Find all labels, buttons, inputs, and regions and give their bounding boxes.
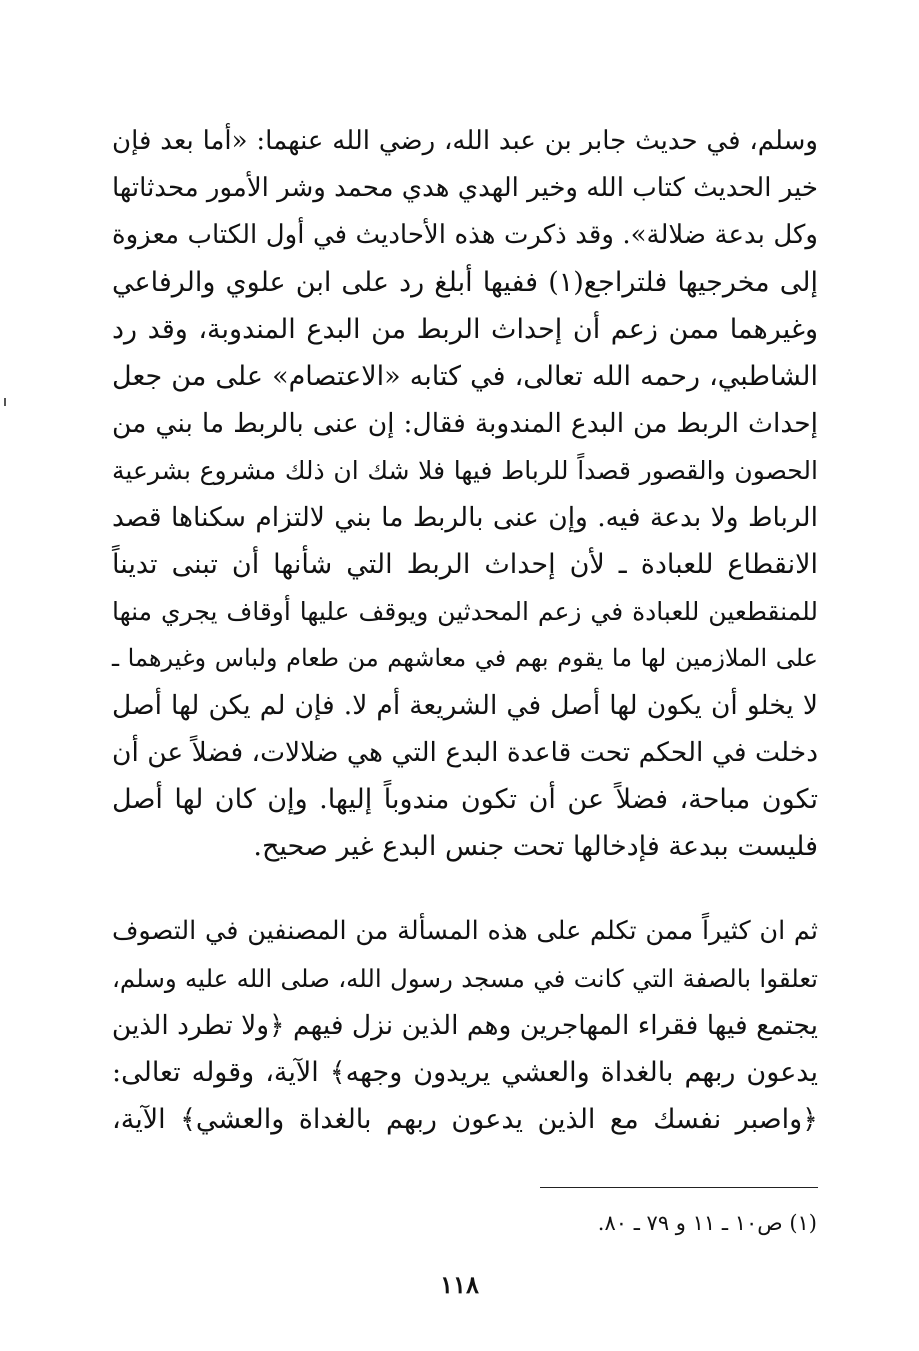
text-line: يدعون ربهم بالغداة والعشي يريدون وجهه﴾ الآية، وقوله تعالى:	[112, 1057, 818, 1088]
text-line: الحصون والقصور قصداً للرباط فيها فلا شك ان ذلك مشروع بشرعية	[112, 456, 818, 485]
text-line: إلى مخرجيها فلتراجع(١) ففيها أبلغ رد على ابن علوي والرفاعي	[112, 267, 818, 298]
text-line: لا يخلو أن يكون لها أصل في الشريعة أم لا. فإن لم يكن لها أصل	[112, 690, 818, 721]
scan-edge-mark	[4, 398, 6, 406]
text-line: فليست ببدعة فإدخالها تحت جنس البدع غير صحيح.	[253, 831, 818, 862]
footnote: (١) ص١٠ ـ ١١ و ٧٩ ـ ٨٠.	[597, 1211, 817, 1235]
paragraph-2	[112, 908, 818, 1143]
page-number: ١١٨	[440, 1270, 479, 1299]
text-line: على الملازمين لها ما يقوم بهم في معاشهم من طعام ولباس وغيرهما ـ	[112, 644, 818, 672]
text-line: ﴿واصبر نفسك مع الذين يدعون ربهم بالغداة والعشي﴾ الآية،	[112, 1104, 818, 1135]
text-line: وكل بدعة ضلالة». وقد ذكرت هذه الأحاديث في أول الكتاب معزوة	[112, 220, 818, 250]
text-line: خير الحديث كتاب الله وخير الهدي هدي محمد وشر الأمور محدثاتها	[112, 173, 818, 203]
text-line: وسلم، في حديث جابر بن عبد الله، رضي الله عنهما: «أما بعد فإن	[112, 126, 818, 156]
text-line: إحداث الربط من البدع المندوبة فقال: إن عنى بالربط ما بني من	[112, 408, 818, 439]
paragraph-1	[112, 118, 818, 870]
footnote-separator	[540, 1187, 818, 1188]
text-line: الرباط ولا بدعة فيه. وإن عنى بالربط ما بني لالتزام سكناها قصد	[112, 502, 818, 533]
text-line: يجتمع فيها فقراء المهاجرين وهم الذين نزل فيهم ﴿ولا تطرد الذين	[111, 1010, 818, 1041]
text-line: تعلقوا بالصفة التي كانت في مسجد رسول الله، صلى الله عليه وسلم،	[112, 964, 818, 993]
text-line: وغيرهما ممن زعم أن إحداث الربط من البدع المندوبة، وقد رد	[112, 314, 818, 345]
text-line: ثم ان كثيراً ممن تكلم على هذه المسألة من المصنفين في التصوف	[112, 916, 818, 946]
text-line: للمنقطعين للعبادة في زعم المحدثين ويوقف عليها أوقاف يجري منها	[112, 597, 818, 626]
text-line: دخلت في الحكم تحت قاعدة البدع التي هي ضلالات، فضلاً عن أن	[112, 737, 818, 768]
text-line: الشاطبي، رحمه الله تعالى، في كتابه «الاعتصام» على من جعل	[112, 361, 818, 392]
text-line: تكون مباحة، فضلاً عن أن تكون مندوباً إليها. وإن كان لها أصل	[112, 784, 818, 815]
text-line: الانقطاع للعبادة ـ لأن إحداث الربط التي شأنها أن تبنى تديناً	[112, 549, 818, 580]
